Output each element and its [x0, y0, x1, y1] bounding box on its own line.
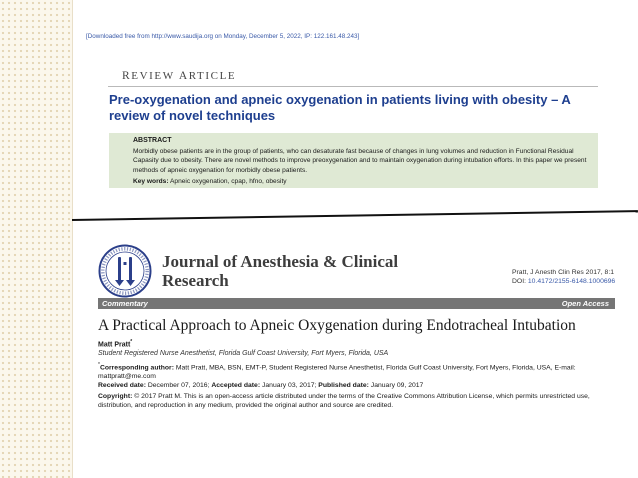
doi-line: DOI: 10.4172/2155-6148.1000696 — [512, 277, 616, 285]
journal-logo-icon — [98, 244, 152, 298]
author-affiliation: Student Registered Nurse Anesthetist, Florida Gulf Coast University, Fort Myers, Florida, USA — [98, 350, 389, 357]
citation-line: Pratt, J Anesth Clin Res 2017, 8:1 — [512, 269, 615, 276]
paper2-title: A Practical Approach to Apneic Oxygenation during Endotracheal Intubation — [98, 317, 576, 334]
abstract-heading: ABSTRACT — [133, 137, 172, 144]
doi-link[interactable]: 10.4172/2155-6148.1000696 — [527, 277, 616, 285]
keywords-value: Apneic oxygenation, cpap, hfno, obesity — [168, 178, 287, 185]
keywords-label: Key words: — [133, 178, 169, 185]
article-dates: Received date: December 07, 2016; Accepted date: January 03, 2017; Published date: January 09, 2017 — [98, 382, 424, 389]
keywords — [133, 178, 287, 185]
abstract-text: Morbidly obese patients are in the group of patients, who can desaturate fast because of changes in lung volumes and reduction in Functional Residual Capasity due to obesity. There are novel methods to improve preoxygenation and to maintain oxygenation during intubation efforts. In this paper we present methods of apneic oxygenation for morbidly obese patients. — [133, 148, 587, 174]
abstract-box — [109, 133, 598, 188]
paper1-title: Pre-oxygenation and apneic oxygenation in patients living with obesity – A review of novel techniques — [109, 92, 571, 123]
open-access-label: Open Access — [561, 299, 609, 308]
journal-name: Journal of Anesthesia & Clinical Research — [162, 252, 399, 290]
author-name: Matt Pratt* — [98, 339, 133, 349]
sidebar-edge-line — [72, 0, 73, 478]
corresponding-author: *Corresponding author: Matt Pratt, MBA, BSN, EMT-P, Student Registered Nurse Anesthetist, Florida Gulf Coast University, Fort Myers, Florida, USA, E-mail: mattpratt@me.com — [98, 362, 576, 381]
article-type-label: Commentary — [102, 299, 148, 308]
divider-line — [72, 210, 638, 221]
article-type-bar — [98, 298, 615, 309]
review-article-header — [108, 68, 598, 87]
copyright-notice: Copyright: © 2017 Pratt M. This is an open-access article distributed under the terms of the Creative Commons Attribution License, which permits unrestricted use, distribution, and reproduction in any medium, provided the original author and source are credited. — [98, 393, 590, 409]
citation-block — [512, 269, 615, 286]
download-notice: [Downloaded free from http://www.saudija.org on Monday, December 5, 2022, IP: 122.161.48.243] — [86, 33, 360, 40]
section-label: REVIEW ARTICLE — [122, 70, 237, 82]
decorative-dotted-sidebar — [0, 0, 72, 478]
paper2-excerpt — [95, 236, 623, 418]
